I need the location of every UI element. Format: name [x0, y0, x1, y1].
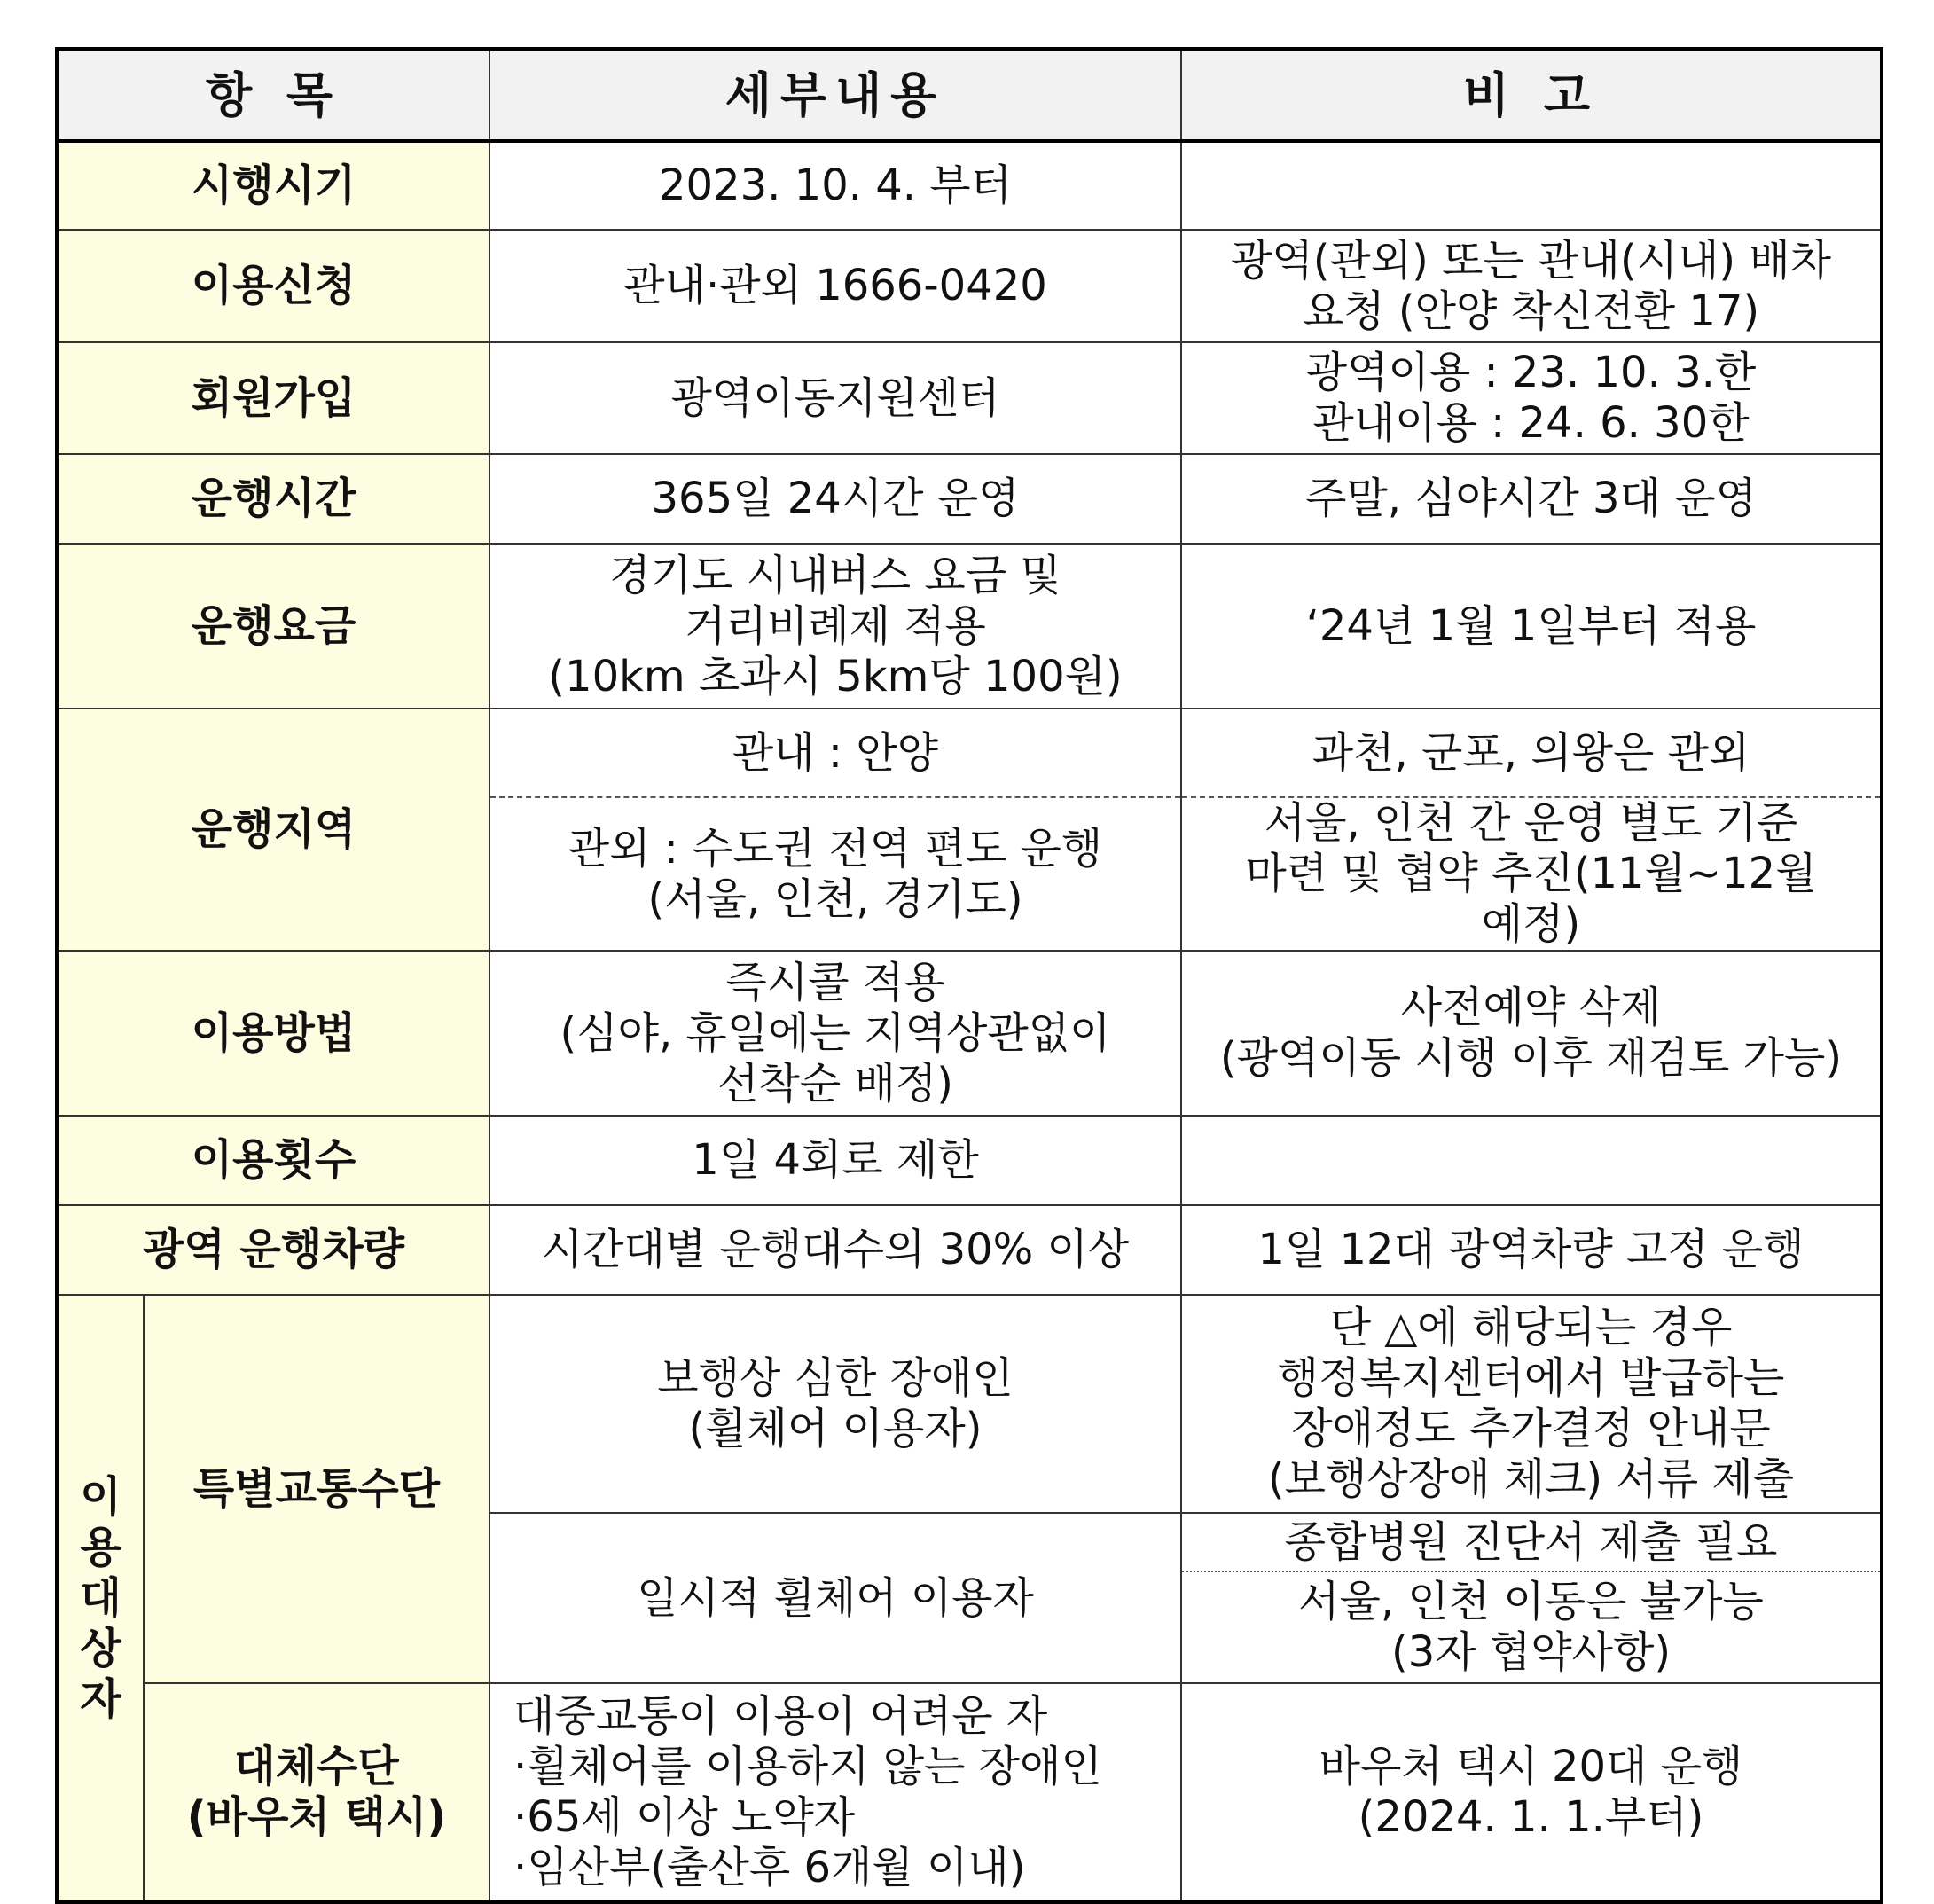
row-detail: 일시적 휠체어 이용자	[489, 1513, 1181, 1683]
row-note-text: 사전예약 삭제 (광역이동 시행 이후 재검토 가능)	[1219, 983, 1843, 1083]
row-detail	[489, 951, 1181, 1116]
row-note-text: 광역(관외) 또는 관내(시내) 배차 요청 (안양 착신전환 17)	[1230, 235, 1832, 336]
row-note	[1181, 1683, 1882, 1902]
table-row	[57, 141, 1882, 230]
row-note	[1181, 951, 1882, 1116]
header-note: 비 고	[1181, 49, 1882, 141]
row-label: 운행시간	[57, 454, 489, 544]
row-detail-text: 관외 : 수도권 전역 편도 운행 (서울, 인천, 경기도)	[568, 823, 1103, 924]
row-note	[1181, 797, 1882, 951]
table-row	[57, 1116, 1882, 1205]
row-detail: 시간대별 운행대수의 30% 이상	[489, 1205, 1181, 1295]
row-label: 회원가입	[57, 342, 489, 454]
row-note	[1181, 141, 1882, 230]
row-note: 종합병원 진단서 제출 필요	[1181, 1513, 1882, 1571]
table-row	[57, 544, 1882, 709]
row-note-text: 바우처 택시 20대 운행 (2024. 1. 1.부터)	[1319, 1742, 1743, 1842]
table-row	[57, 1295, 1882, 1513]
target-group-text: 이 용 대 상 자	[80, 1471, 121, 1724]
header-detail: 세부내용	[489, 49, 1181, 141]
row-note	[1181, 1116, 1882, 1205]
row-detail: 관내·관외 1666-0420	[489, 230, 1181, 342]
table-row	[57, 454, 1882, 544]
row-note-text: 서울, 인천 이동은 불가능 (3자 협약사항)	[1298, 1577, 1764, 1677]
row-note: 주말, 심야시간 3대 운영	[1181, 454, 1882, 544]
row-label-text: 대체수단 (바우처 택시)	[186, 1742, 447, 1842]
row-detail-text: 경기도 시내버스 요금 및 거리비례제 적용 (10km 초과시 5km당 100원)	[548, 550, 1123, 701]
row-note-text: 단 △에 해당되는 경우 행정복지센터에서 발급하는 장애정도 추가결정 안내문 (보행상장애 체크) 서류 제출	[1267, 1303, 1795, 1504]
row-detail: 2023. 10. 4. 부터	[489, 141, 1181, 230]
row-detail: 1일 4회로 제한	[489, 1116, 1181, 1205]
table-row	[57, 709, 1882, 797]
target-group-label	[57, 1295, 144, 1902]
table-header-row	[57, 49, 1882, 141]
row-detail: 365일 24시간 운영	[489, 454, 1181, 544]
row-detail-text: 즉시콜 적용 (심야, 휴일에는 지역상관없이 선착순 배정)	[560, 957, 1111, 1109]
row-detail	[489, 797, 1181, 951]
row-label: 광역 운행차량	[57, 1205, 489, 1295]
row-detail: 광역이동지원센터	[489, 342, 1181, 454]
policy-table-container	[55, 47, 1880, 1904]
row-note	[1181, 1571, 1882, 1683]
row-label: 이용방법	[57, 951, 489, 1116]
row-label: 운행요금	[57, 544, 489, 709]
row-label: 이용신청	[57, 230, 489, 342]
table-row	[57, 1683, 1882, 1902]
row-label	[144, 1683, 489, 1902]
row-label: 시행시기	[57, 141, 489, 230]
row-note	[1181, 342, 1882, 454]
row-note-text: 서울, 인천 간 운영 별도 기준 마련 및 협약 추진(11월~12월 예정)	[1245, 798, 1817, 949]
table-row	[57, 342, 1882, 454]
row-detail: 관내 : 안양	[489, 709, 1181, 797]
row-detail	[489, 544, 1181, 709]
table-row	[57, 1205, 1882, 1295]
header-item: 항 목	[57, 49, 489, 141]
row-note	[1181, 230, 1882, 342]
row-detail	[489, 1683, 1181, 1902]
row-note: ‘24년 1월 1일부터 적용	[1181, 544, 1882, 709]
row-note: 1일 12대 광역차량 고정 운행	[1181, 1205, 1882, 1295]
row-label: 이용횟수	[57, 1116, 489, 1205]
row-note-text: 광역이용 : 23. 10. 3.한 관내이용 : 24. 6. 30한	[1305, 348, 1757, 448]
row-label: 운행지역	[57, 709, 489, 951]
policy-table	[55, 47, 1883, 1904]
table-row	[57, 230, 1882, 342]
row-label: 특별교통수단	[144, 1295, 489, 1683]
row-detail-text: 대중교통이 이용이 어려운 자 ·휠체어를 이용하지 않는 장애인 ·65세 이상 노약자 ·임산부(출산후 6개월 이내)	[513, 1691, 1102, 1892]
row-note: 과천, 군포, 의왕은 관외	[1181, 709, 1882, 797]
row-detail	[489, 1295, 1181, 1513]
row-note	[1181, 1295, 1882, 1513]
table-row	[57, 951, 1882, 1116]
row-detail-text: 보행상 심한 장애인 (휠체어 이용자)	[657, 1353, 1014, 1453]
